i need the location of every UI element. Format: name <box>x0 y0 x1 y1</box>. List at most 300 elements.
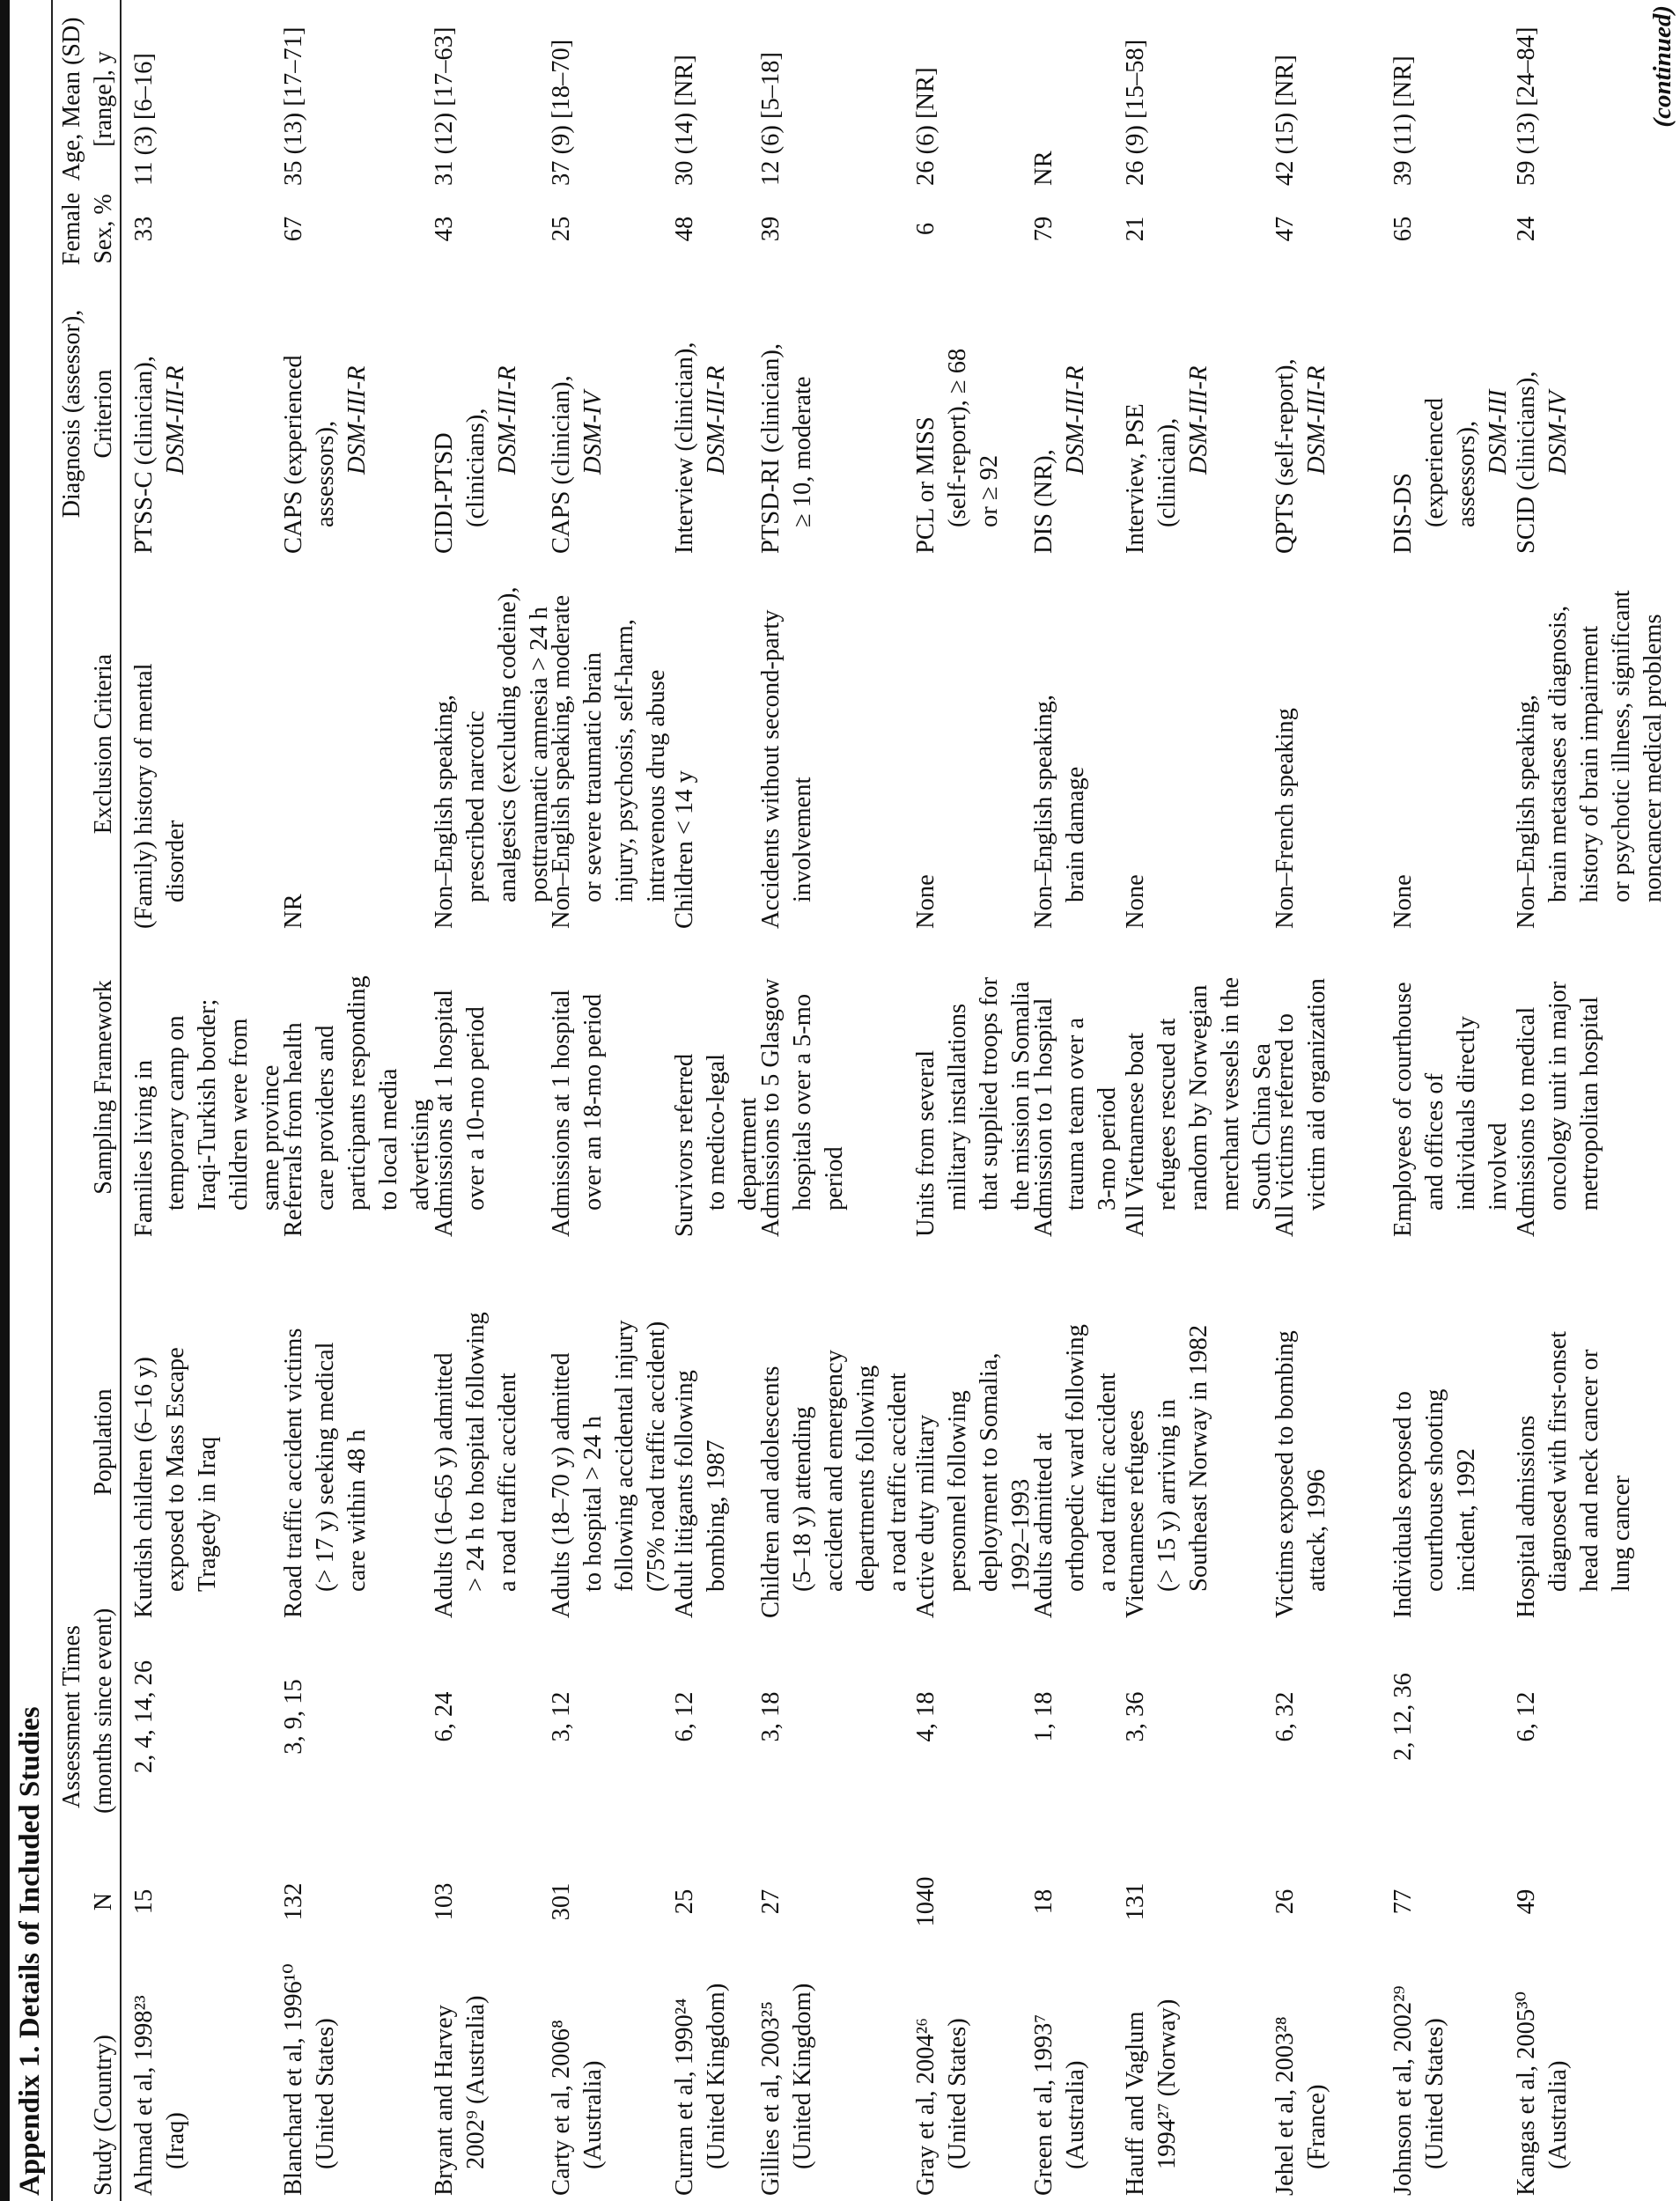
cell-exclusion-line: history of brain impairment <box>1576 625 1603 902</box>
cell-population-line: departments following <box>852 1365 880 1592</box>
cell-study-line: (United Kingdom) <box>789 1983 816 2169</box>
cell-diagnosis <box>1388 389 1514 554</box>
header-female-line: Sex, % <box>90 194 117 264</box>
cell-n-line: 1040 <box>912 1876 939 1927</box>
cell-female <box>546 189 578 269</box>
cell-sampling-line: the mission in Somalia <box>1007 981 1035 1211</box>
cell-diagnosis-line: QPTS (self-report), <box>1271 358 1299 554</box>
cell-sampling-line: care providers and <box>312 1025 339 1211</box>
cell-exclusion <box>1120 874 1152 929</box>
header-diagnosis-line: Criterion <box>90 369 117 459</box>
cell-n <box>1120 1866 1152 1937</box>
cell-study-line: Hauff and Vaglum <box>1122 2011 1149 2196</box>
cell-diagnosis-line: (clinician), <box>1153 417 1181 527</box>
header-population-line: Population <box>90 1388 117 1496</box>
cell-population <box>1270 1330 1333 1618</box>
cell-exclusion <box>755 610 819 929</box>
cell-diagnosis-line: Interview (clinician), <box>671 342 698 554</box>
cell-population-line: 1992–1993 <box>1007 1478 1035 1592</box>
cell-diagnosis-line: DSM-III-R <box>494 365 521 475</box>
cell-study-line: Blanchard et al, 1996¹⁰ <box>280 1963 307 2196</box>
cell-diagnosis <box>129 356 192 554</box>
cell-diagnosis-line: DSM-III-R <box>703 365 730 475</box>
cell-age-line: 12 (6) [5–18] <box>757 52 785 186</box>
cell-population-line: Victims exposed to bombing <box>1271 1330 1299 1618</box>
cell-study-line: Curran et al, 1990²⁴ <box>671 1998 698 2196</box>
cell-female <box>669 189 701 269</box>
cell-study-line: (United Kingdom) <box>703 1983 730 2169</box>
cell-population <box>546 1320 673 1618</box>
cell-population-line: orthopedic ward following <box>1062 1324 1089 1592</box>
cell-sampling-line: refugees rescued at <box>1153 1018 1181 1211</box>
cell-diagnosis-line: or ≥ 92 <box>976 454 1003 527</box>
cell-population-line: exposed to Mass Escape <box>162 1347 189 1592</box>
cell-diagnosis-line: assessors), <box>1453 420 1480 527</box>
cell-sampling-line: that supplied troops for <box>976 976 1003 1211</box>
cell-assessment-line: 1, 18 <box>1030 1691 1057 1742</box>
cell-diagnosis-line: assessors), <box>312 420 339 527</box>
cell-n-line: 77 <box>1389 1888 1417 1915</box>
cell-study-line: (Australia) <box>1062 2060 1089 2169</box>
cell-sampling <box>1388 982 1514 1237</box>
cell-sampling-line: victim aid organization <box>1303 978 1330 1211</box>
cell-exclusion <box>546 595 673 929</box>
cell-female-line: 24 <box>1513 216 1540 242</box>
table-title: Appendix 1. Details of Included Studies <box>14 1706 46 2196</box>
cell-n-line: 103 <box>431 1882 458 1921</box>
cell-population <box>755 1350 914 1618</box>
header-bottom-rule <box>120 0 122 2201</box>
cell-study <box>1511 1991 1574 2196</box>
cell-sampling <box>546 990 609 1237</box>
cell-age <box>1120 40 1152 186</box>
cell-female <box>1028 189 1060 269</box>
cell-study-line: (France) <box>1303 2084 1330 2169</box>
cell-exclusion-line: Non–French speaking <box>1271 708 1299 929</box>
cell-n-line: 131 <box>1122 1882 1149 1921</box>
cell-exclusion <box>129 663 192 929</box>
cell-age <box>669 55 701 186</box>
header-study-line: Study (Country) <box>90 2035 117 2196</box>
header-exclusion <box>88 559 120 929</box>
cell-n <box>429 1866 461 1937</box>
cell-diagnosis-line: PCL or MISS <box>912 416 939 554</box>
cell-population-line: to hospital > 24 h <box>579 1416 607 1592</box>
cell-diagnosis <box>278 355 373 554</box>
cell-n <box>129 1866 160 1937</box>
cell-diagnosis-line: ≥ 10, moderate <box>789 376 816 527</box>
cell-assessment <box>669 1629 701 1805</box>
cell-population-line: Adults admitted at <box>1030 1432 1057 1618</box>
cell-sampling-line: period <box>821 1146 848 1211</box>
cell-diagnosis-line: DSM-III-R <box>343 365 371 475</box>
cell-sampling-line: All victims referred to <box>1271 1012 1299 1237</box>
cell-study-line: (Iraq) <box>162 2112 189 2169</box>
cell-sampling-line: children were from <box>225 1018 253 1211</box>
cell-exclusion <box>1270 708 1301 929</box>
cell-sampling-line: All Vietnamese boat <box>1122 1032 1149 1237</box>
cell-study-line: (United States) <box>1421 2018 1448 2169</box>
cell-sampling-line: to medico-legal <box>703 1053 730 1211</box>
cell-study-line: Jehel et al, 2003²⁸ <box>1271 2016 1299 2196</box>
cell-diagnosis <box>1511 372 1574 554</box>
cell-sampling-line: South China Sea <box>1249 1043 1276 1211</box>
cell-exclusion-line: intravenous drug abuse <box>643 669 670 902</box>
cell-diagnosis-line: (clinicians), <box>462 408 490 527</box>
cell-age <box>546 40 578 186</box>
cell-population-line: (5–18 y) attending <box>789 1406 816 1592</box>
cell-population-line: personnel following <box>944 1390 971 1592</box>
cell-sampling-line: participants responding <box>343 975 371 1211</box>
cell-n-line: 26 <box>1271 1888 1299 1915</box>
cell-population-line: Active duty military <box>912 1414 939 1618</box>
header-assessment-line: Assessment Times <box>58 1625 85 1808</box>
cell-assessment <box>429 1629 461 1805</box>
cell-diagnosis <box>1270 358 1333 554</box>
cell-population <box>1511 1331 1638 1618</box>
cell-study-line: 2002⁹ (Australia) <box>462 1995 490 2169</box>
cell-sampling <box>910 977 1037 1237</box>
cell-study-line: Bryant and Harvey <box>431 2005 458 2196</box>
cell-age-line: 11 (3) [6–16] <box>130 53 158 186</box>
cell-diagnosis-line: DSM-III <box>1485 389 1512 475</box>
cell-sampling <box>1270 978 1333 1237</box>
header-top-rule <box>51 0 53 2201</box>
cell-sampling-line: Referrals from health <box>280 1022 307 1237</box>
cell-sampling-line: merchant vessels in the <box>1217 976 1244 1211</box>
cell-exclusion-line: (Family) history of mental <box>130 663 158 929</box>
cell-assessment <box>129 1629 160 1805</box>
cell-study-line: Johnson et al, 2002²⁹ <box>1389 1985 1417 2196</box>
header-exclusion-line: Exclusion Criteria <box>90 653 117 835</box>
cell-n <box>546 1866 578 1937</box>
cell-age <box>1388 55 1419 186</box>
cell-diagnosis <box>546 375 609 554</box>
header-diagnosis <box>56 264 120 563</box>
cell-sampling-line: metropolitan hospital <box>1576 996 1603 1211</box>
cell-population-line: diagnosed with first-onset <box>1544 1330 1572 1592</box>
cell-sampling-line: and offices of <box>1421 1072 1448 1211</box>
cell-n-line: 301 <box>548 1882 575 1921</box>
cell-n <box>755 1866 787 1937</box>
cell-assessment <box>1028 1629 1060 1805</box>
header-sampling <box>88 938 120 1237</box>
header-n-line: N <box>90 1892 117 1911</box>
cell-study <box>1028 2014 1092 2196</box>
cell-sampling-line: Admission to 1 hospital <box>1030 997 1057 1237</box>
cell-assessment <box>755 1629 787 1805</box>
cell-assessment <box>1120 1629 1152 1805</box>
cell-assessment <box>278 1629 310 1805</box>
cell-exclusion-line: or severe traumatic brain <box>579 651 607 902</box>
cell-n-line: 25 <box>671 1888 698 1915</box>
cell-population-line: Adults (16–65 y) admitted <box>431 1352 458 1618</box>
cell-diagnosis-line: DIS (NR), <box>1030 449 1057 554</box>
cell-exclusion-line: NR <box>280 894 307 929</box>
cell-female-line: 25 <box>548 216 575 242</box>
cell-n <box>1388 1866 1419 1937</box>
header-study <box>88 2035 120 2196</box>
top-rule <box>0 0 10 2201</box>
cell-age-line: 35 (13) [17–71] <box>280 26 307 186</box>
continued-note: (continued) <box>1648 5 1676 128</box>
cell-n <box>1028 1866 1060 1937</box>
cell-diagnosis-line: PTSD-RI (clinician), <box>757 342 785 554</box>
cell-study-line: 1994²⁷ (Norway) <box>1153 1999 1181 2169</box>
cell-exclusion-line: Non–English speaking, <box>1030 695 1057 929</box>
cell-diagnosis-line: DSM-III-R <box>1185 365 1212 475</box>
cell-exclusion-line: Non–English speaking, <box>1513 695 1540 929</box>
cell-female <box>429 189 461 269</box>
header-age <box>56 0 120 198</box>
cell-female-line: 47 <box>1271 216 1299 242</box>
cell-female <box>1511 189 1543 269</box>
cell-study-line: Carty et al, 2006⁸ <box>548 2020 575 2196</box>
cell-study <box>546 2020 609 2196</box>
cell-population-line: Individuals exposed to <box>1389 1390 1417 1618</box>
cell-female <box>129 189 160 269</box>
header-age-line: Age, Mean (SD) <box>58 17 85 181</box>
cell-sampling-line: random by Norwegian <box>1185 984 1212 1211</box>
cell-n <box>669 1866 701 1937</box>
cell-population-line: a road traffic accident <box>1094 1373 1121 1592</box>
cell-n-line: 132 <box>280 1882 307 1921</box>
cell-female <box>1120 189 1152 269</box>
cell-assessment-line: 3, 36 <box>1122 1691 1149 1742</box>
cell-diagnosis <box>755 343 819 554</box>
cell-population <box>129 1347 224 1618</box>
cell-study <box>1388 1985 1451 2196</box>
cell-population-line: (> 17 y) seeking medical <box>312 1342 339 1592</box>
cell-study-line: (United States) <box>944 2018 971 2169</box>
cell-assessment <box>1511 1629 1543 1805</box>
header-age-line: [range], y <box>90 51 117 147</box>
cell-diagnosis-line: CIDI-PTSD <box>431 432 458 554</box>
cell-sampling-line: over a 10-mo period <box>462 1006 490 1211</box>
cell-n-line: 49 <box>1513 1888 1540 1915</box>
cell-population-line: Hospital admissions <box>1513 1415 1540 1618</box>
cell-exclusion-line: involvement <box>789 777 816 902</box>
cell-population-line: accident and emergency <box>821 1350 848 1592</box>
cell-sampling-line: Employees of courthouse <box>1389 982 1417 1237</box>
cell-diagnosis-line: (experienced <box>1421 397 1448 527</box>
cell-sampling-line: same province <box>257 1064 284 1211</box>
cell-study <box>429 1995 492 2196</box>
cell-population-line: Adults (18–70 y) admitted <box>548 1352 575 1618</box>
cell-age-line: 26 (9) [15–58] <box>1122 39 1149 186</box>
cell-assessment-line: 2, 12, 36 <box>1389 1673 1417 1761</box>
cell-female-line: 65 <box>1389 216 1417 242</box>
cell-exclusion-line: None <box>1122 874 1149 929</box>
cell-exclusion-line: Non–English speaking, moderate <box>548 594 575 929</box>
cell-sampling <box>1120 977 1278 1237</box>
cell-assessment-line: 3, 18 <box>757 1691 785 1742</box>
cell-female <box>910 189 942 269</box>
cell-n-line: 18 <box>1030 1888 1057 1915</box>
cell-female <box>755 189 787 269</box>
cell-assessment-line: 6, 12 <box>671 1691 698 1742</box>
cell-study <box>669 1984 733 2196</box>
cell-assessment <box>1388 1629 1419 1805</box>
header-diagnosis-line: Diagnosis (assessor), <box>58 309 85 519</box>
cell-study-line: Gillies et al, 2003²⁵ <box>757 2000 785 2196</box>
cell-exclusion <box>669 770 701 929</box>
cell-sampling-line: Admissions at 1 hospital <box>431 989 458 1237</box>
cell-female-line: 43 <box>431 216 458 242</box>
header-female <box>56 185 120 273</box>
cell-population-line: Children and adolescents <box>757 1366 785 1618</box>
cell-assessment <box>1270 1629 1301 1805</box>
cell-population-line: courthouse shooting <box>1421 1388 1448 1592</box>
cell-exclusion-line: disorder <box>162 820 189 902</box>
cell-study <box>129 1995 192 2196</box>
cell-population <box>1120 1325 1215 1618</box>
header-n <box>88 1866 120 1937</box>
cell-age-line: 30 (14) [NR] <box>671 55 698 186</box>
cell-age-line: 26 (6) [NR] <box>912 67 939 186</box>
cell-exclusion <box>278 894 310 929</box>
cell-assessment-line: 6, 24 <box>431 1691 458 1742</box>
cell-population-line: > 24 h to hospital following <box>462 1312 490 1592</box>
cell-study <box>1270 2016 1333 2196</box>
header-female-line: Female <box>58 192 85 266</box>
cell-diagnosis-line: (self-report), ≥ 68 <box>944 348 971 527</box>
cell-sampling-line: Admissions at 1 hospital <box>548 989 575 1237</box>
cell-assessment <box>546 1629 578 1805</box>
cell-assessment-line: 4, 18 <box>912 1691 939 1742</box>
cell-exclusion <box>429 587 556 929</box>
cell-sampling <box>278 975 437 1237</box>
cell-population <box>429 1312 524 1618</box>
cell-female-line: 79 <box>1030 216 1057 242</box>
cell-diagnosis-line: DSM-IV <box>579 391 607 475</box>
cell-diagnosis <box>910 349 1006 554</box>
cell-sampling-line: Iraqi-Turkish border; <box>194 998 221 1211</box>
cell-n <box>278 1866 310 1937</box>
cell-sampling-line: involved <box>1485 1123 1512 1211</box>
cell-sampling-line: 3-mo period <box>1094 1086 1121 1211</box>
cell-study-line: Gray et al, 2004²⁶ <box>912 2017 939 2196</box>
cell-sampling-line: temporary camp on <box>162 1015 189 1211</box>
cell-sampling-line: Families living in <box>130 1059 158 1237</box>
cell-exclusion <box>1028 695 1092 929</box>
cell-sampling-line: individuals directly <box>1453 1016 1480 1211</box>
cell-sampling <box>1511 982 1606 1237</box>
cell-exclusion-line: Accidents without second-party <box>757 609 785 929</box>
cell-population-line: incident, 1992 <box>1453 1447 1480 1592</box>
cell-sampling-line: Survivors referred <box>671 1053 698 1237</box>
cell-population-line: Vietnamese refugees <box>1122 1410 1149 1618</box>
cell-population <box>669 1370 733 1618</box>
cell-study-line: (Australia) <box>1544 2060 1572 2169</box>
cell-exclusion <box>1511 590 1669 929</box>
header-population <box>88 1266 120 1618</box>
cell-exclusion-line: injury, psychosis, self-harm, <box>611 619 638 902</box>
cell-population <box>278 1329 373 1618</box>
cell-population-line: Kurdish children (6–16 y) <box>130 1357 158 1618</box>
cell-study <box>278 1963 342 2196</box>
cell-sampling-line: to local media <box>375 1068 402 1211</box>
cell-assessment <box>910 1629 942 1805</box>
cell-exclusion-line: Non–English speaking, <box>431 695 458 929</box>
cell-female-line: 48 <box>671 216 698 242</box>
cell-diagnosis <box>429 366 524 554</box>
cell-sampling-line: hospitals over a 5-mo <box>789 993 816 1211</box>
cell-sampling <box>755 978 851 1237</box>
cell-age <box>129 53 160 186</box>
cell-sampling-line: Admissions to 5 Glasgow <box>757 978 785 1237</box>
cell-study-line: Green et al, 1993⁷ <box>1030 2013 1057 2196</box>
cell-diagnosis <box>1028 366 1092 554</box>
cell-population-line: (> 15 y) arriving in <box>1153 1399 1181 1592</box>
cell-exclusion <box>1388 874 1419 929</box>
cell-exclusion-line: Children < 14 y <box>671 770 698 929</box>
cell-diagnosis-line: DIS-DS <box>1389 473 1417 554</box>
cell-sampling <box>1028 997 1124 1237</box>
cell-sampling-line: over an 18-mo period <box>579 993 607 1211</box>
cell-exclusion-line: prescribed narcotic <box>462 710 490 902</box>
header-assessment <box>56 1608 120 1814</box>
cell-population <box>910 1352 1037 1618</box>
cell-n <box>1270 1866 1301 1937</box>
cell-assessment-line: 3, 12 <box>548 1691 575 1742</box>
cell-age-line: NR <box>1030 151 1057 186</box>
cell-sampling <box>129 999 287 1237</box>
cell-diagnosis-line: SCID (clinicians), <box>1513 371 1540 554</box>
cell-study <box>1120 1999 1183 2196</box>
cell-population-line: Adult litigants following <box>671 1370 698 1618</box>
cell-diagnosis-line: PTSS-C (clinician), <box>130 356 158 554</box>
cell-sampling-line: Units from several <box>912 1049 939 1237</box>
cell-study <box>910 2018 974 2196</box>
cell-exclusion-line: analgesics (excluding codeine), <box>494 586 521 902</box>
cell-female <box>1388 189 1419 269</box>
cell-exclusion-line: noncancer medical problems <box>1639 614 1667 902</box>
cell-n <box>1511 1866 1543 1937</box>
cell-assessment-line: 2, 4, 14, 26 <box>130 1660 158 1774</box>
cell-age <box>1270 55 1301 186</box>
cell-age-line: 37 (9) [18–70] <box>548 39 575 186</box>
cell-population-line: Tragedy in Iraq <box>194 1436 221 1592</box>
cell-diagnosis-line: DSM-III-R <box>162 365 189 475</box>
cell-female-line: 6 <box>912 222 939 236</box>
cell-population-line: care within 48 h <box>343 1429 371 1592</box>
cell-age-line: 59 (13) [24–84] <box>1513 26 1540 186</box>
cell-sampling-line: Admissions to medical <box>1513 1006 1540 1237</box>
cell-population-line: bombing, 1987 <box>703 1439 730 1592</box>
cell-exclusion-line: None <box>912 874 939 929</box>
cell-female <box>1270 189 1301 269</box>
cell-age <box>1511 27 1543 186</box>
cell-age <box>910 67 942 186</box>
cell-exclusion-line: None <box>1389 874 1417 929</box>
cell-assessment-line: 3, 9, 15 <box>280 1679 307 1755</box>
cell-sampling <box>669 1054 764 1237</box>
cell-assessment-line: 6, 12 <box>1513 1691 1540 1742</box>
cell-n <box>910 1866 942 1937</box>
cell-sampling-line: trauma team over a <box>1062 1017 1089 1211</box>
cell-diagnosis <box>669 342 733 554</box>
cell-sampling-line: military installations <box>944 1003 971 1211</box>
cell-age-line: 42 (15) [NR] <box>1271 55 1299 186</box>
cell-age <box>278 27 310 186</box>
cell-study-line: Ahmad et al, 1998²³ <box>130 1995 158 2196</box>
cell-age-line: 31 (12) [17–63] <box>431 26 458 186</box>
cell-population-line: attack, 1996 <box>1303 1469 1330 1592</box>
cell-population-line: Road traffic accident victims <box>280 1328 307 1618</box>
cell-sampling-line: oncology unit in major <box>1544 981 1572 1211</box>
cell-population-line: a road traffic accident <box>884 1373 911 1592</box>
